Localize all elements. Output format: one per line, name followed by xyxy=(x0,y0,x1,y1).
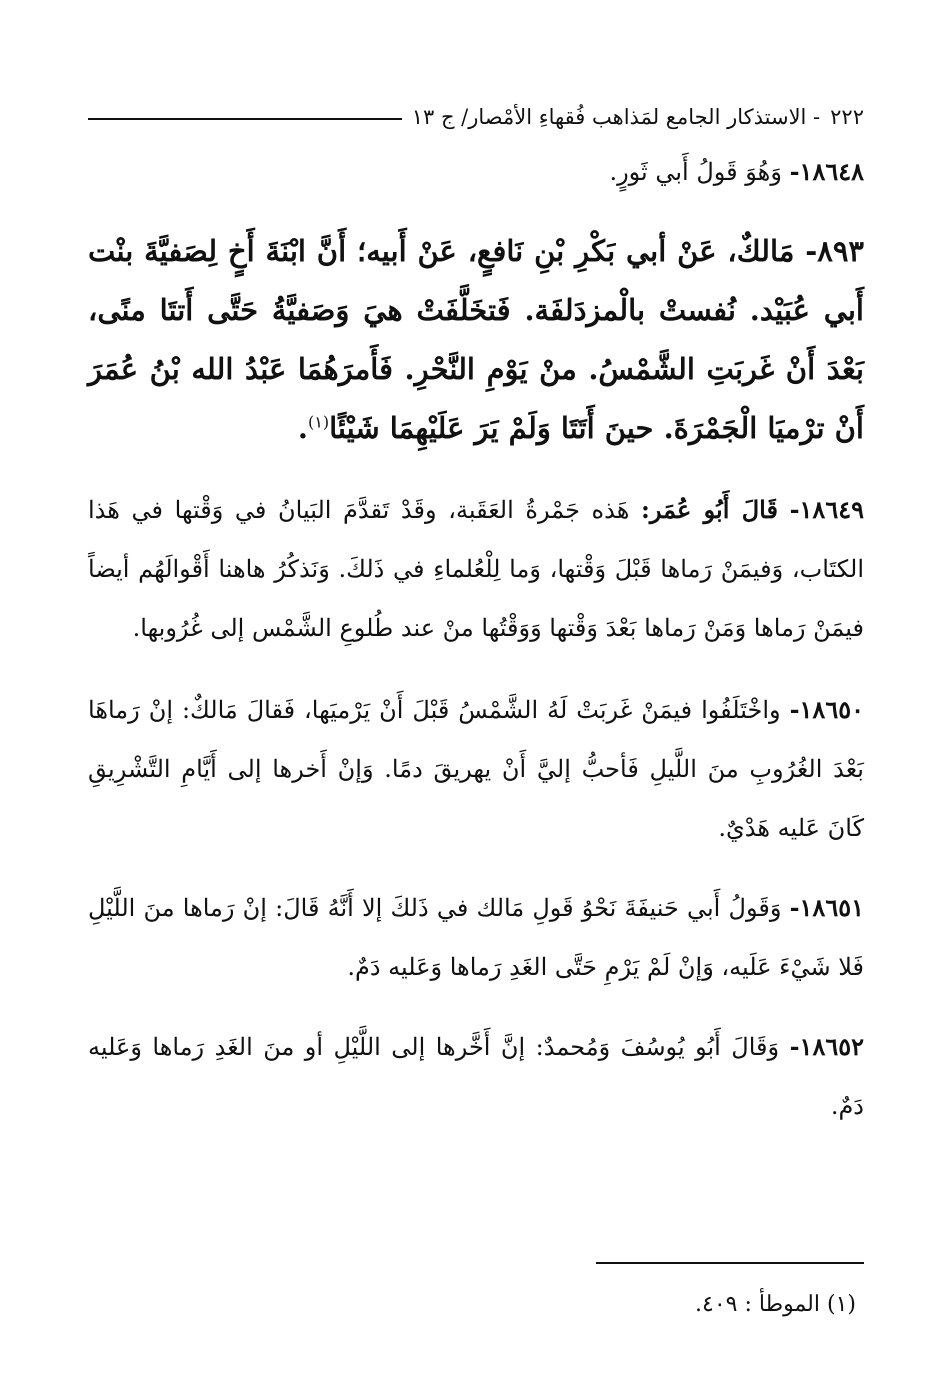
hadith-number: ٨٩٣- xyxy=(805,234,864,268)
hadith-text: مَالكٌ، عَنْ أبي بَكْرِ بْنِ نَافعٍ، عَنْ أَبيه؛ أَنَّ ابْنَةَ أَخٍ لِصَفيَّةَ بنْت أَبي عُبَيْد. نُفستْ بالْمزدَلفَة. فَتخَلَّفَتْ هيَ وَصَفيَّةُ حَتَّى أَتتَا منًى، بَعْدَ أَنْ غَربَتِ الشَّمْسُ. منْ يَوْمِ النَّحْرِ. فَأَمرَهُمَا عَبْدُ الله بْنُ عُمَرَ أَنْ ترْميَا الْجَمْرَةَ. حينَ أَتَتَا وَلَمْ يَرَ عَلَيْهِمَا شَيْئًا xyxy=(88,234,864,445)
paragraph-18649 xyxy=(88,480,864,658)
page-number: ٢٢٢ xyxy=(830,105,864,129)
running-title: - الاستذكار الجامع لمَذاهب فُقهاءِ الأمْصار/ ج ١٣ xyxy=(411,105,821,129)
footnote-text: الموطأ : ٤٠٩. xyxy=(695,1292,820,1317)
paragraph-text: وَهُوَ قَولُ أَبي ثَورٍ. xyxy=(609,158,782,186)
running-header xyxy=(88,100,864,134)
paragraph-number: ١٨٦٤٩- xyxy=(789,495,864,524)
paragraph-text: وَقَولُ أَبي حَنيفَةَ نَحْوُ قَولِ مَالك في ذَلكَ إلا أَنَّهُ قَالَ: إنْ رَماها منَ اللَّيْلِ فَلا شَيْءَ عَلَيه، وَإنْ لَمْ يَرْمِ حَتَّى الغَدِ رَماها وَعَليه دَمٌ. xyxy=(88,894,864,981)
paragraph-text: وَقَالَ أَبُو يُوسُفَ وَمُحمدٌ: إنَّ أَخَّرها إلى اللَّيْلِ أو منَ الغَدِ رَماها وَعَليه دَمٌ. xyxy=(88,1033,864,1120)
book-page xyxy=(88,100,864,1340)
paragraph-18652 xyxy=(88,1017,864,1136)
paragraph-text: واخْتَلَفُوا فيمَنْ غَربَتْ لَهُ الشَّمْسُ قَبْلَ أَنْ يَرْميَها، فَقالَ مَالكٌ: إنْ رَماهَا بَعْدَ الغُرُوبِ منَ اللَّيلِ فَأحبُّ إليَّ أَنْ يهريقَ دمًا. وَإنْ أَخرها إلى أَيَّامِ التَّشْرِيقِ كَانَ عَليه هَدْيٌ. xyxy=(88,696,864,842)
paragraph-text: هَذه جَمْرةُ العَقَبة، وقَدْ تَقدَّمَ البَيانُ في وَقْتها في هَذا الكتَاب، وَفيمَنْ رَماها قَبْلَ وَقْتها، وَما لِلْعُلماءِ في ذَلكَ. وَنَذكُرُ هاهنا أَقْوالَهُم أيضاً فيمَنْ رَماها وَمَنْ رَماها بَعْدَ وَقْتها وَوَقْتُها منْ عند طُلوعِ الشَّمْس إلى غُرُوبها. xyxy=(88,496,864,642)
paragraph-number: ١٨٦٥٢- xyxy=(789,1032,864,1061)
footnote-separator xyxy=(596,1262,864,1264)
paragraph-18650 xyxy=(88,680,864,858)
footnote-reference[interactable]: (١) xyxy=(307,412,330,432)
paragraph-18648 xyxy=(88,142,864,202)
speaker-lead: قَالَ أَبُو عُمَر: xyxy=(640,495,778,524)
hadith-893 xyxy=(88,222,864,458)
footnote xyxy=(695,1290,856,1320)
paragraph-number: ١٨٦٤٨- xyxy=(789,157,864,186)
paragraph-number: ١٨٦٥٠- xyxy=(789,695,864,724)
footnote-marker: (١) xyxy=(826,1292,856,1317)
header-rule xyxy=(88,118,402,120)
paragraph-number: ١٨٦٥١- xyxy=(789,893,864,922)
hadith-end-mark: . xyxy=(297,411,308,445)
paragraph-18651 xyxy=(88,878,864,997)
